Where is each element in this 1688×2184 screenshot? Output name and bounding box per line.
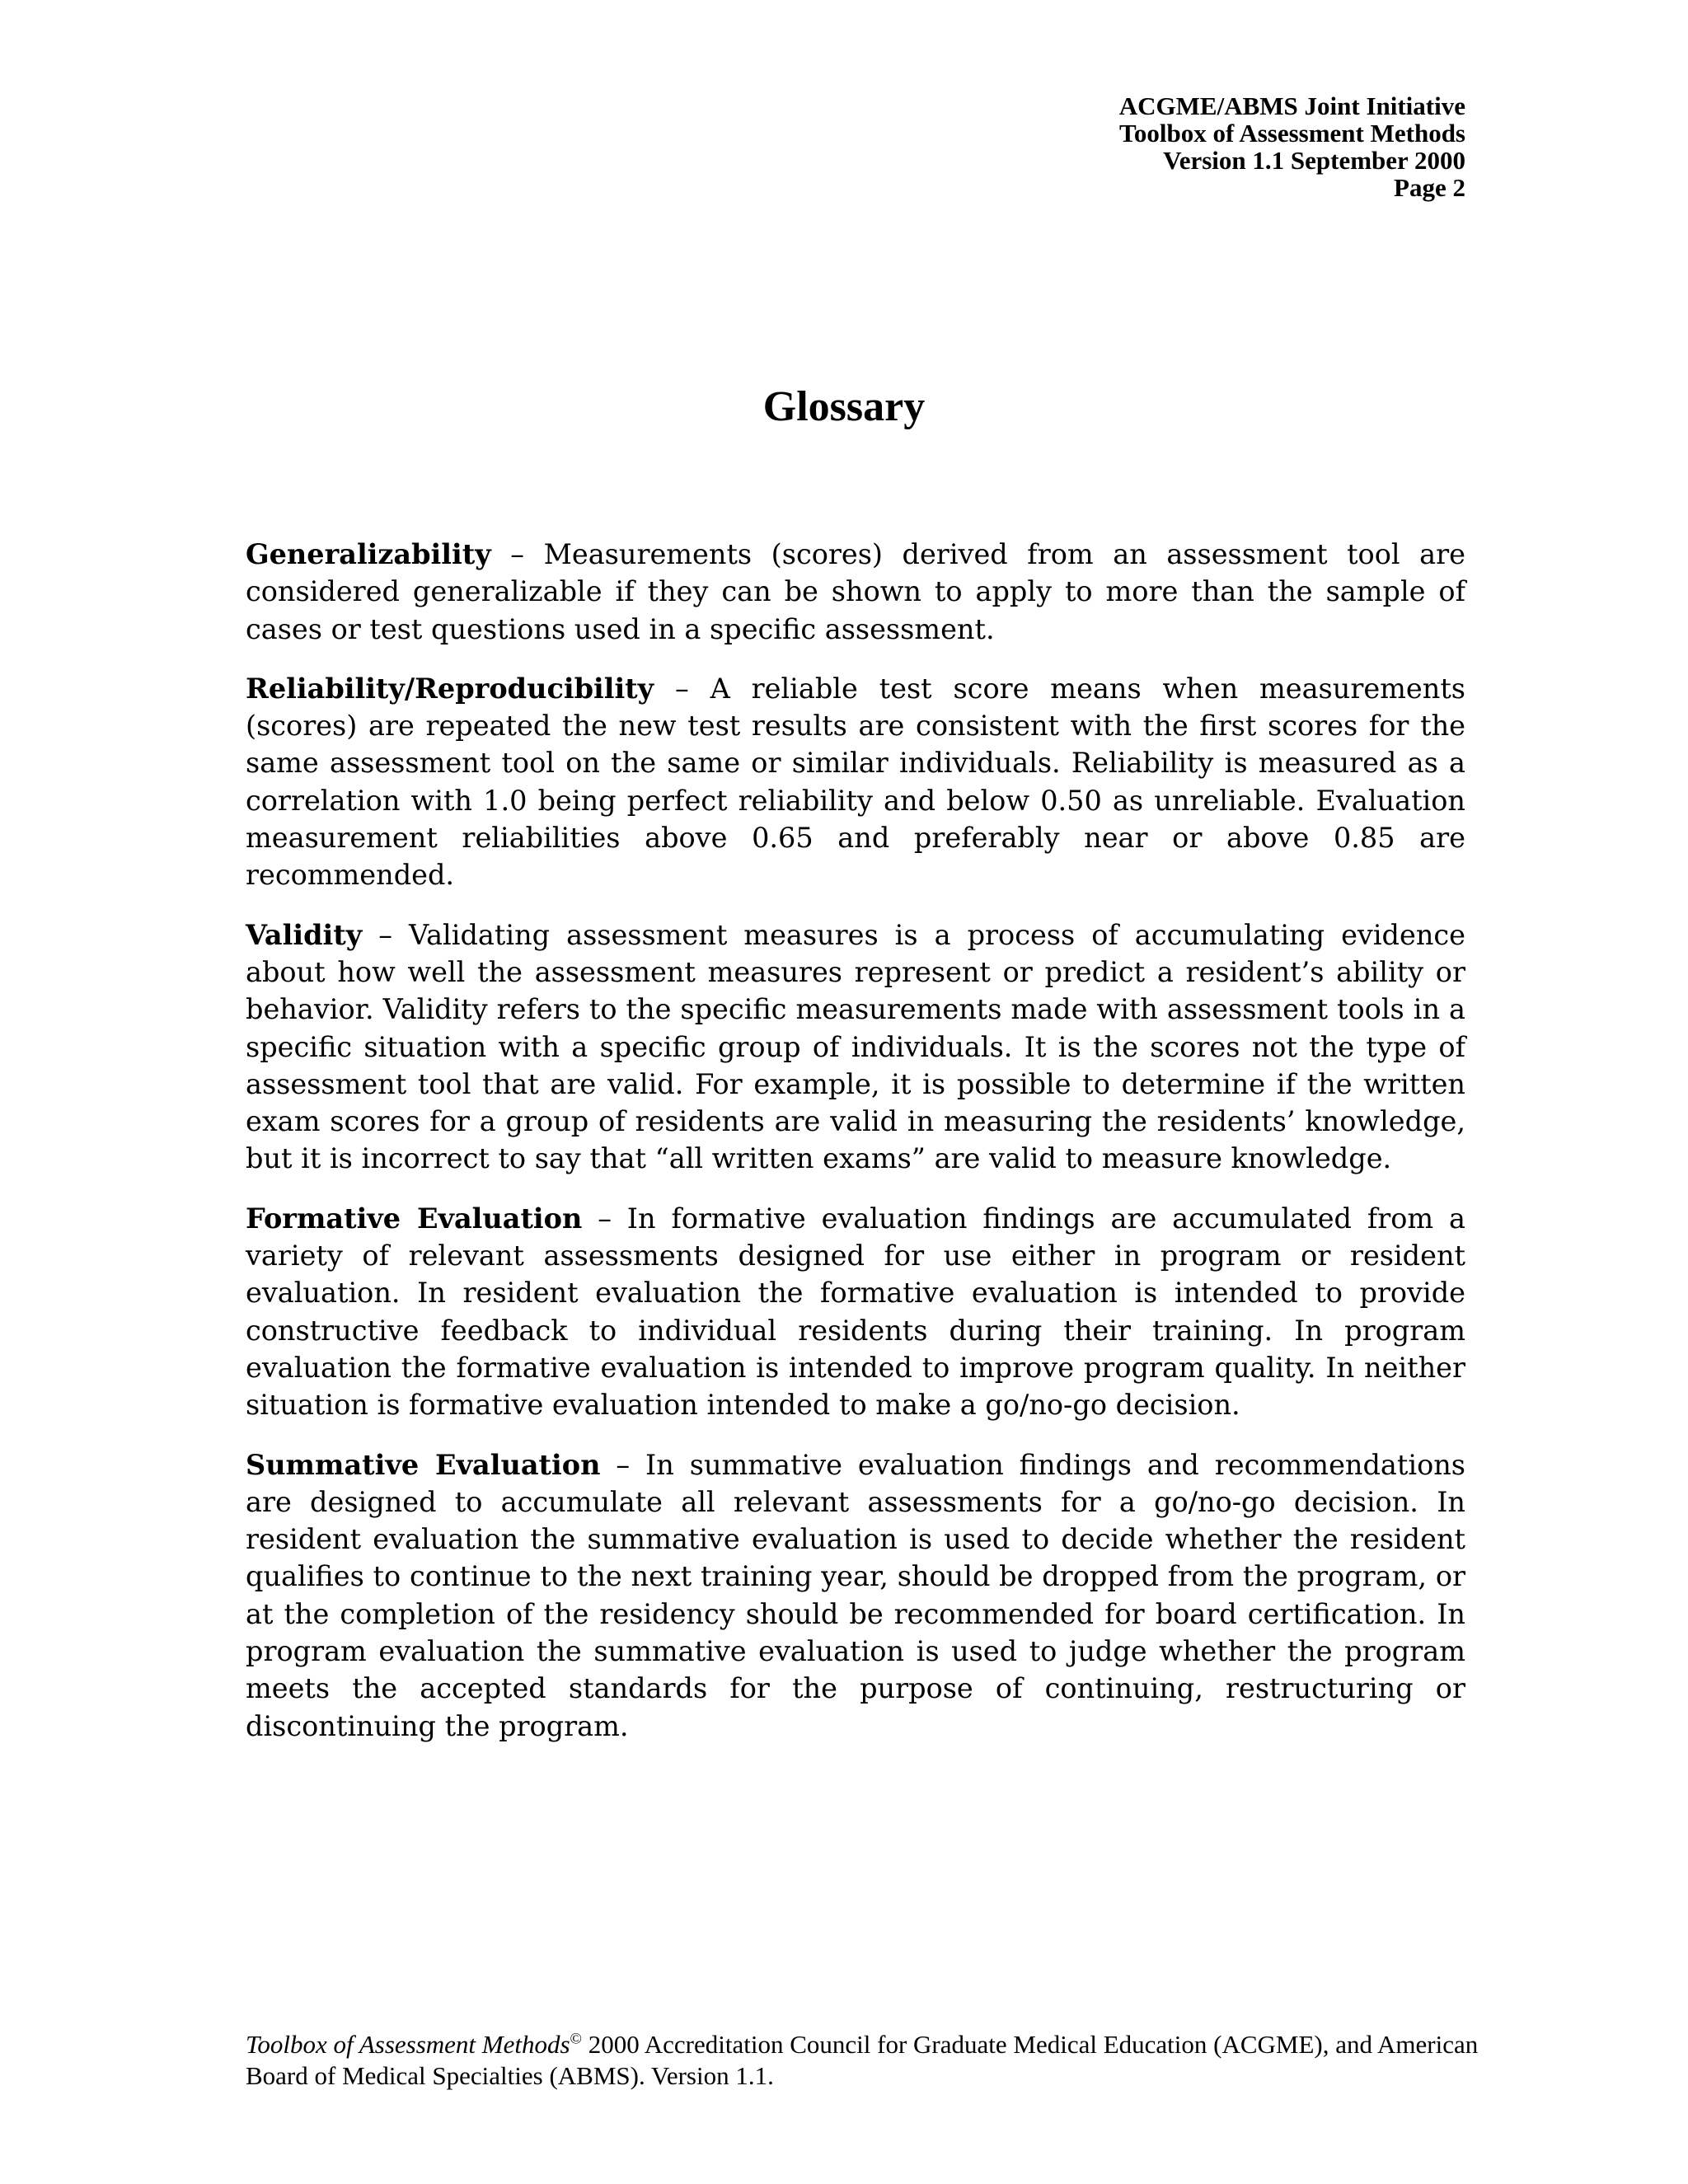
header-line-page-number: Page 2 (1394, 173, 1465, 202)
header-line-initiative: ACGME/ABMS Joint Initiative (1118, 91, 1465, 120)
glossary-entry-summative-evaluation (246, 1446, 1465, 1745)
copyright-symbol: © (570, 2030, 582, 2048)
glossary-term: Reliability/Reproducibility (246, 672, 654, 705)
glossary-list (246, 536, 1465, 1767)
glossary-term: Summative Evaluation (246, 1448, 601, 1481)
header-line-toolbox: Toolbox of Assessment Methods (1119, 119, 1465, 148)
glossary-definition: – In formative evaluation findings are accumulated from a variety of relevant assessments designed for use either in program or resident evaluation. In resident evaluation the formative evaluation is intended to provide constructive feedback to individual residents during their training. In program evaluation the formative evaluation is intended to improve program quality. In neither situation is formative evaluation intended to make a go/no-go decision. (246, 1202, 1465, 1422)
footer-copyright-text: 2000 Accreditation Council for Graduate Medical Education (ACGME), and American Board of Medical Specialties (ABMS). Version 1.1. (246, 2030, 1479, 2090)
glossary-definition: – In summative evaluation findings and recommendations are designed to accumulate all relevant assessments for a go/no-go decision. In resident evaluation the summative evaluation is used to decide whether the resident qualifies to continue to the next training year, should be dropped from the program, or at the completion of the residency should be recommended for board certification. In program evaluation the summative evaluation is used to judge whether the program meets the accepted standards for the purpose of continuing, restructuring or discontinuing the program. (246, 1448, 1466, 1742)
glossary-entry-generalizability (246, 536, 1465, 648)
glossary-entry-formative-evaluation (246, 1200, 1465, 1424)
footer-toolbox-title: Toolbox of Assessment Methods (246, 2030, 570, 2059)
glossary-term: Generalizability (246, 538, 491, 570)
running-header (1119, 92, 1465, 201)
page-footer (246, 2029, 1531, 2092)
page-title: Glossary (762, 383, 926, 430)
glossary-definition: – Validating assessment measures is a process of accumulating evidence about how well the assessment measures represent or predict a resident’s ability or behavior. Validity refers to the specific measurements made with assessment tools in a specific situation with a specific group of individuals. It is the scores not the type of assessment tool that are valid. For example, it is possible to determine if the written exam scores for a group of residents are valid in measuring the residents’ knowledge, but it is incorrect to say that “all written exams” are valid to measure knowledge. (246, 918, 1465, 1175)
glossary-definition: – A reliable test score means when measurements (scores) are repeated the new test results are consistent with the first scores for the same assessment tool on the same or similar individuals. Reliability is measured as a correlation with 1.0 being perfect reliability and below 0.50 as unreliable. Evaluation measurement reliabilities above 0.65 and preferably near or above 0.85 are recommended. (246, 672, 1465, 892)
glossary-definition: – Measurements (scores) derived from an assessment tool are considered generalizable if they can be shown to apply to more than the sample of cases or test questions used in a specific assessment. (246, 538, 1465, 645)
glossary-term: Formative Evaluation (246, 1202, 583, 1235)
header-line-version: Version 1.1 September 2000 (1163, 146, 1465, 175)
glossary-term: Validity (246, 918, 363, 951)
glossary-entry-validity (246, 916, 1465, 1178)
glossary-entry-reliability (246, 670, 1465, 894)
